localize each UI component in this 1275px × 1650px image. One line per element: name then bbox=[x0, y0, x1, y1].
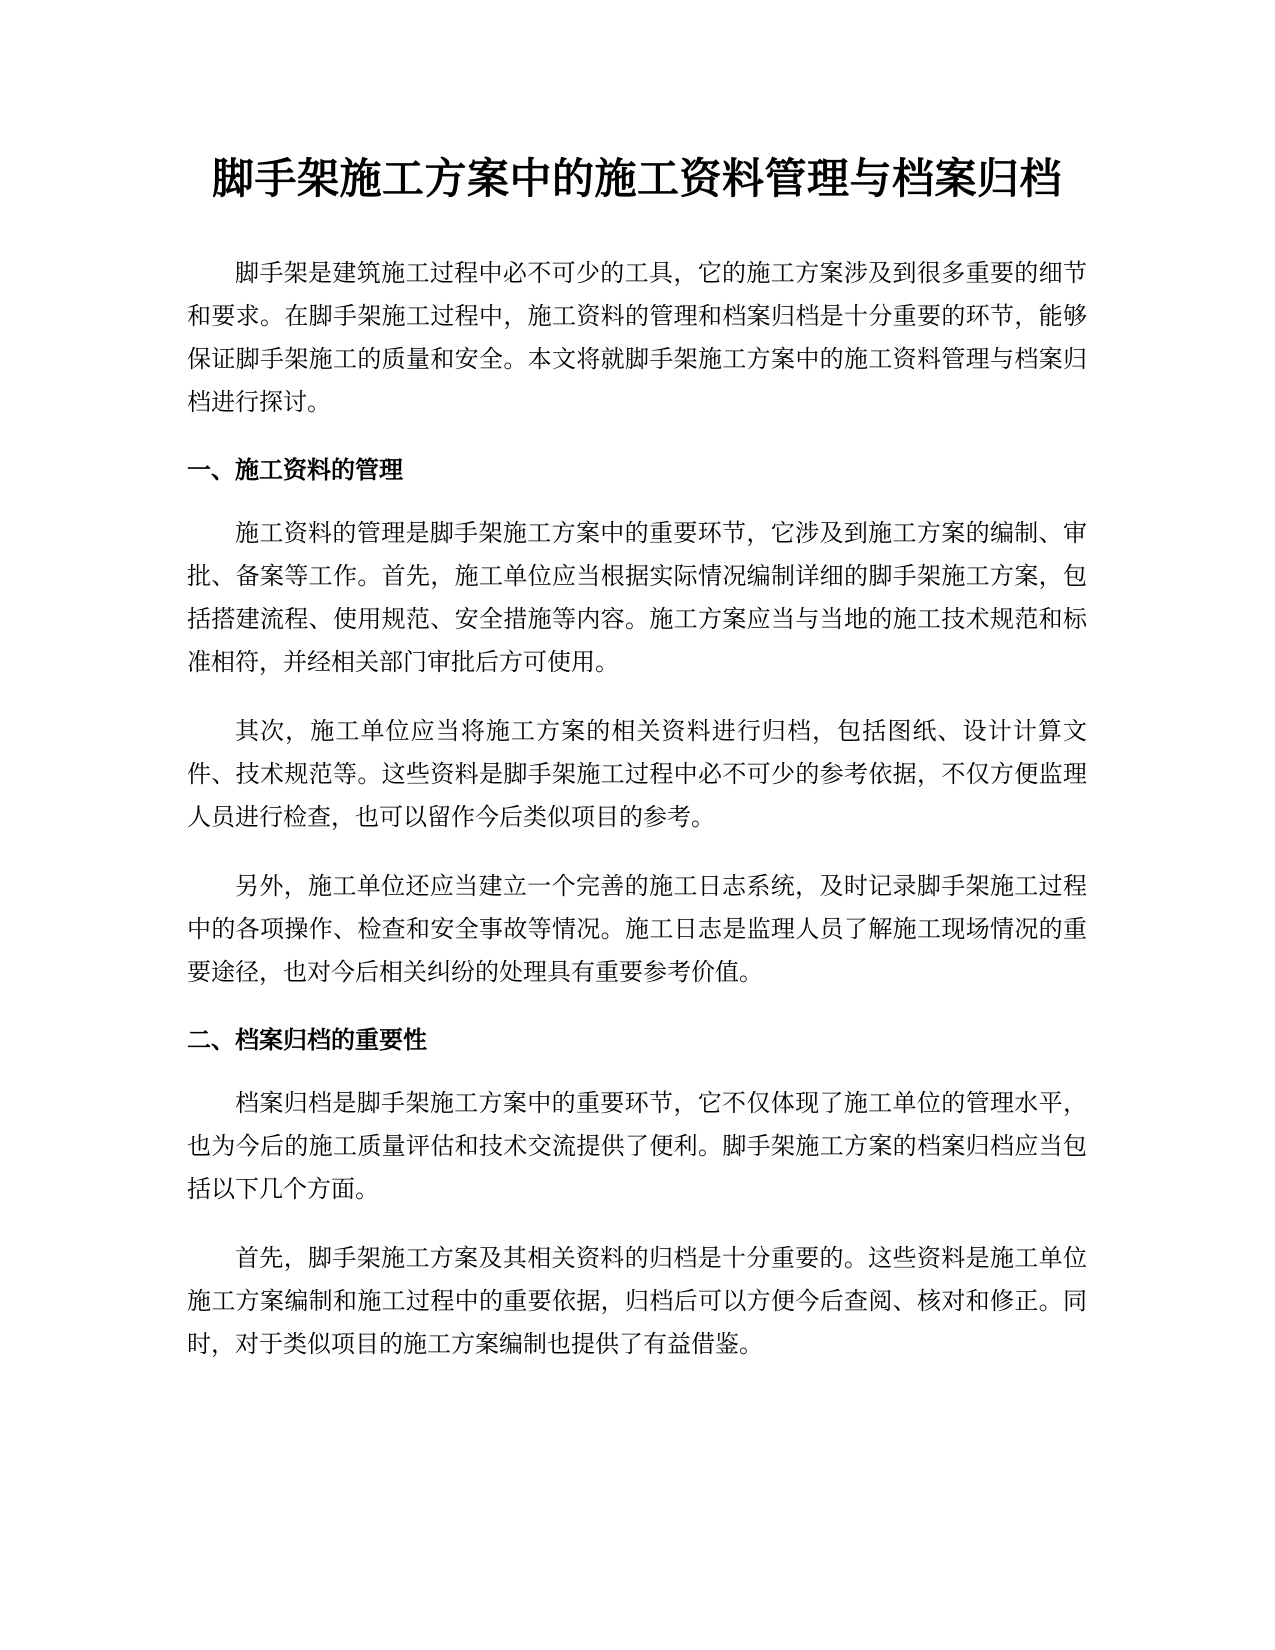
document-body bbox=[187, 140, 1087, 1392]
section-2-paragraph-2: 首先，脚手架施工方案及其相关资料的归档是十分重要的。这些资料是施工单位施工方案编制和施工过程中的重要依据，归档后可以方便今后查阅、核对和修正。同时，对于类似项目的施工方案编制也提供了有益借鉴。 bbox=[187, 1244, 1087, 1358]
section-1-paragraph-2: 其次，施工单位应当将施工方案的相关资料进行归档，包括图纸、设计计算文件、技术规范等。这些资料是脚手架施工过程中必不可少的参考依据，不仅方便监理人员进行检查，也可以留作今后类似项目的参考。 bbox=[187, 717, 1087, 831]
document-title: 脚手架施工方案中的施工资料管理与档案归档 bbox=[211, 154, 1062, 203]
section-2-paragraph-1: 档案归档是脚手架施工方案中的重要环节，它不仅体现了施工单位的管理水平，也为今后的施工质量评估和技术交流提供了便利。脚手架施工方案的档案归档应当包括以下几个方面。 bbox=[187, 1089, 1087, 1203]
intro-paragraph: 脚手架是建筑施工过程中必不可少的工具，它的施工方案涉及到很多重要的细节和要求。在脚手架施工过程中，施工资料的管理和档案归档是十分重要的环节，能够保证脚手架施工的质量和安全。本文将就脚手架施工方案中的施工资料管理与档案归档进行探讨。 bbox=[187, 259, 1087, 416]
section-1-paragraph-1: 施工资料的管理是脚手架施工方案中的重要环节，它涉及到施工方案的编制、审批、备案等工作。首先，施工单位应当根据实际情况编制详细的脚手架施工方案，包括搭建流程、使用规范、安全措施等内容。施工方案应当与当地的施工技术规范和标准相符，并经相关部门审批后方可使用。 bbox=[187, 519, 1087, 676]
section-1-paragraph-3: 另外，施工单位还应当建立一个完善的施工日志系统，及时记录脚手架施工过程中的各项操作、检查和安全事故等情况。施工日志是监理人员了解施工现场情况的重要途径，也对今后相关纠纷的处理具有重要参考价值。 bbox=[187, 872, 1087, 986]
section-heading-archiving: 二、档案归档的重要性 bbox=[187, 1026, 427, 1054]
section-heading-management: 一、施工资料的管理 bbox=[187, 456, 403, 484]
